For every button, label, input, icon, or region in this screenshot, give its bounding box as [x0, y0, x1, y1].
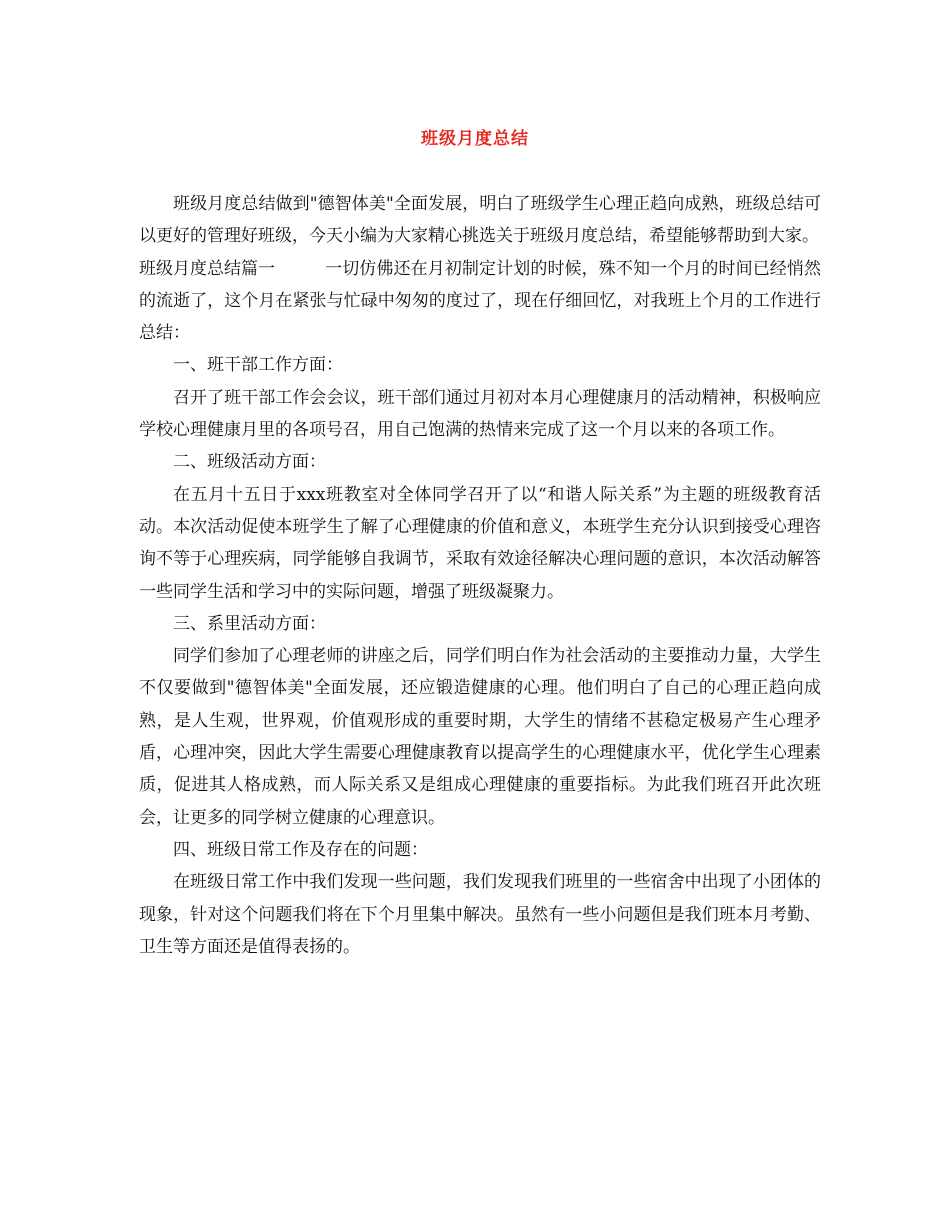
part-text: 一切仿佛还在月初制定计划的时候，殊不知一个月的时间已经悄然的流逝了，这个月在紧张与忙碌中匆匆的度过了，现在仔细回忆，对我班上个月的工作进行总结：: [139, 258, 821, 344]
document-body: [139, 188, 821, 963]
document-title: 班级月度总结: [421, 129, 529, 149]
section-body-1: 召开了班干部工作会会议，班干部们通过月初对本月心理健康月的活动精神，积极响应学校心理健康月里的各项号召，用自己饱满的热情来完成了这一个月以来的各项工作。: [139, 387, 821, 441]
section-body-2: 在五月十五日于xxx班教室对全体同学召开了以“和谐人际关系”为主题的班级教育活动。本次活动促使本班学生了解了心理健康的价值和意义，本班学生充分认识到接受心理咨询不等于心理疾病，同学能够自我调节，采取有效途径解决心理问题的意识，本次活动解答一些同学生活和学习中的实际问题，增强了班级凝聚力。: [139, 484, 821, 602]
part-one-paragraph: [139, 253, 821, 350]
section-heading-2: 二、班级活动方面：: [173, 452, 326, 473]
part-label: 班级月度总结篇一: [139, 258, 275, 279]
intro-paragraph: 班级月度总结做到"德智体美"全面发展，明白了班级学生心理正趋向成熟，班级总结可以更好的管理好班级，今天小编为大家精心挑选关于班级月度总结，希望能够帮助到大家。: [139, 194, 821, 247]
section-heading-1: 一、班干部工作方面：: [173, 355, 343, 376]
section-heading-4: 四、班级日常工作及存在的问题：: [173, 839, 428, 860]
section-body-4: 在班级日常工作中我们发现一些问题，我们发现我们班里的一些宿舍中出现了小团体的现象，针对这个问题我们将在下个月里集中解决。虽然有一些小问题但是我们班本月考勤、卫生等方面还是值得表扬的。: [139, 872, 821, 957]
section-body-3: 同学们参加了心理老师的讲座之后，同学们明白作为社会活动的主要推动力量，大学生不仅要做到"德智体美"全面发展，还应锻造健康的心理。他们明白了自己的心理正趋向成熟，是人生观，世界观，价值观形成的重要时期，大学生的情绪不甚稳定极易产生心理矛盾，心理冲突，因此大学生需要心理健康教育以提高学生的心理健康水平，优化学生心理素质，促进其人格成熟，而人际关系又是组成心理健康的重要指标。为此我们班召开此次班会，让更多的同学树立健康的心理意识。: [139, 646, 821, 828]
section-heading-3: 三、系里活动方面：: [173, 613, 326, 634]
